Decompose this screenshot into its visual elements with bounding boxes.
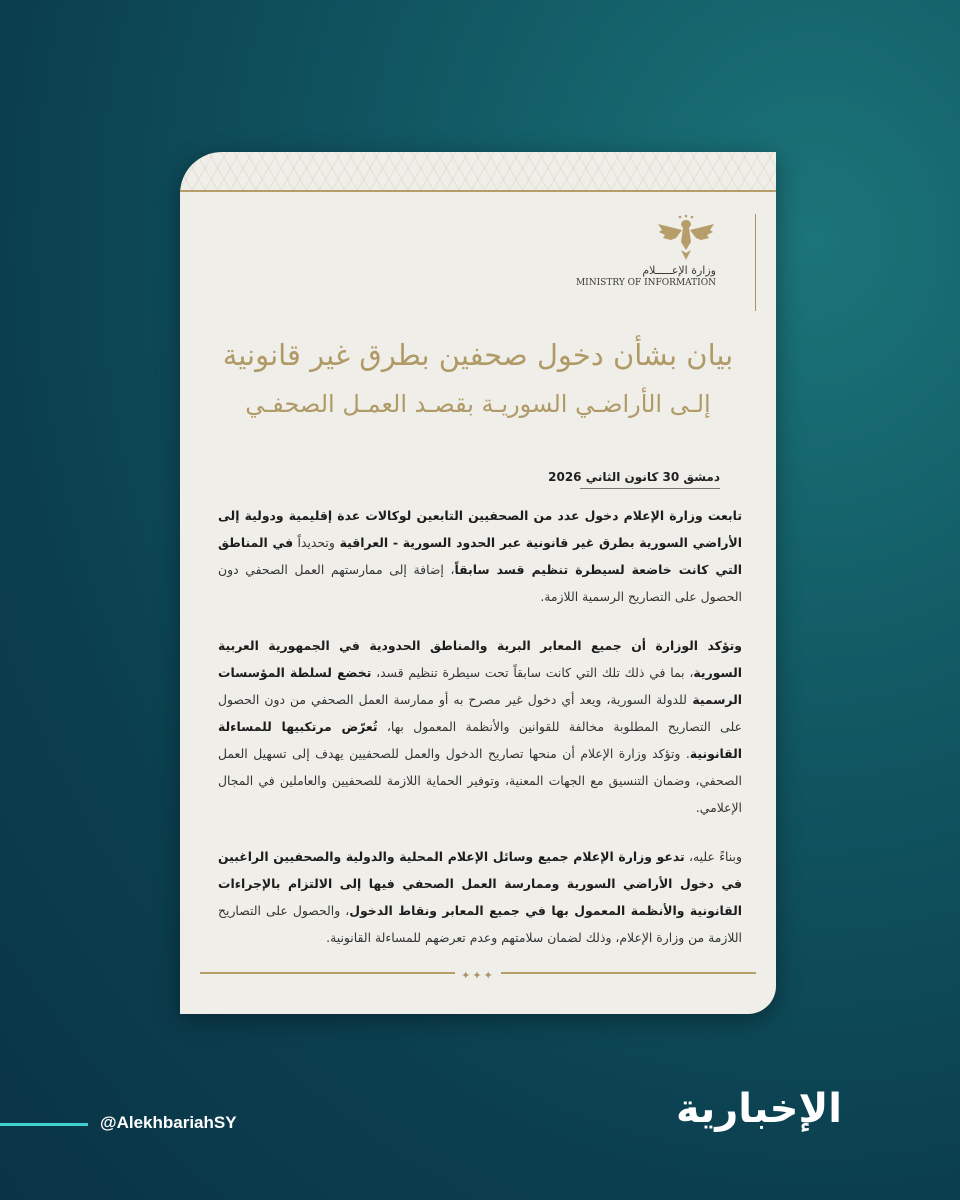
text-segment: . وتؤكد وزارة الإعلام أن منحها تصاريح الدخول والعمل للصحفيين يهدف إلى تسهيل العمل الصحفي، وضمان التنسيق مع الجهات المعنية، وتوفير الحماية اللازمة للصحفيين والعاملين في المجال الإعلامي. bbox=[218, 746, 742, 815]
statement-body bbox=[218, 502, 742, 973]
text-segment: للدولة السورية، ويعد أي دخول غير مصرح به أو ممارسة العمل الصحفي من دون الحصول على التصاريح المطلوبة مخالفة للقوانين والأنظمة المعمول بها، bbox=[218, 692, 742, 734]
text-segment: وتحديداً bbox=[293, 535, 335, 550]
statement-subtitle: إلـى الأراضـي السوريـة بقصـد العمـل الصحفـي bbox=[245, 390, 711, 418]
brand-logo: الإخبارية bbox=[676, 1086, 842, 1132]
ministry-name-english: MINISTRY OF INFORMATION bbox=[575, 278, 716, 288]
logo-divider bbox=[755, 214, 757, 311]
statement-card bbox=[180, 152, 776, 1014]
text-segment: ، والحصول على التصاريح اللازمة من وزارة الإعلام، وذلك لضمان سلامتهم وعدم تعرضهم للمساءلة القانونية. bbox=[218, 903, 742, 945]
bold-text-segment: تخضع لسلطة المؤسسات الرسمية bbox=[218, 665, 742, 707]
ornamental-pattern-band bbox=[180, 152, 776, 190]
paragraph bbox=[218, 502, 742, 610]
bold-text-segment: تابعت وزارة الإعلام دخول عدد من الصحفيين التابعين لوكالات عدة إقليمية ودولية إلى الأراضي السورية بطرق غير قانونية عبر الحدود السورية - العراقية bbox=[218, 508, 742, 550]
bold-text-segment: تدعو وزارة الإعلام جميع وسائل الإعلام المحلية والدولية والصحفيين الراغبين في دخول الأراضي السورية وممارسة العمل الصحفي فيها إلى الالتزام بالإجراءات القانونية والأنظمة المعمول بها في جميع المعابر ونقاط الدخول bbox=[218, 849, 742, 918]
stars-icon: ✦✦✦ bbox=[455, 969, 501, 982]
footer-ornament bbox=[180, 964, 776, 983]
ministry-name-arabic: وزارة الإعـــــلام bbox=[642, 264, 716, 277]
bold-text-segment: في المناطق التي كانت خاضعة لسيطرة تنظيم قسد سابقاً bbox=[218, 535, 742, 577]
statement-title: بيان بشأن دخول صحفين بطرق غير قانونية bbox=[222, 338, 734, 372]
eagle-emblem-icon bbox=[656, 214, 716, 260]
bold-text-segment: تُعرّض مرتكبيها للمساءلة القانونية bbox=[218, 719, 742, 761]
paragraph bbox=[218, 843, 742, 951]
paragraph bbox=[218, 632, 742, 821]
statement-date: دمشق 30 كانون الثاني 2026 bbox=[548, 470, 720, 484]
date-underline bbox=[580, 488, 720, 489]
divider bbox=[180, 190, 776, 192]
ministry-logo bbox=[575, 214, 746, 292]
bold-text-segment: وتؤكد الوزارة أن جميع المعابر البرية والمناطق الحدودية في الجمهورية العربية السورية bbox=[218, 638, 742, 680]
text-segment: ، إضافة إلى ممارستهم العمل الصحفي دون الحصول على التصاريح الرسمية اللازمة. bbox=[218, 562, 742, 604]
text-segment: وبناءً عليه، bbox=[684, 849, 742, 864]
accent-line bbox=[0, 1123, 88, 1126]
social-handle: @AlekhbariahSY bbox=[100, 1113, 237, 1132]
text-segment: ، بما في ذلك تلك التي كانت سابقاً تحت سيطرة تنظيم قسد، bbox=[371, 665, 694, 680]
